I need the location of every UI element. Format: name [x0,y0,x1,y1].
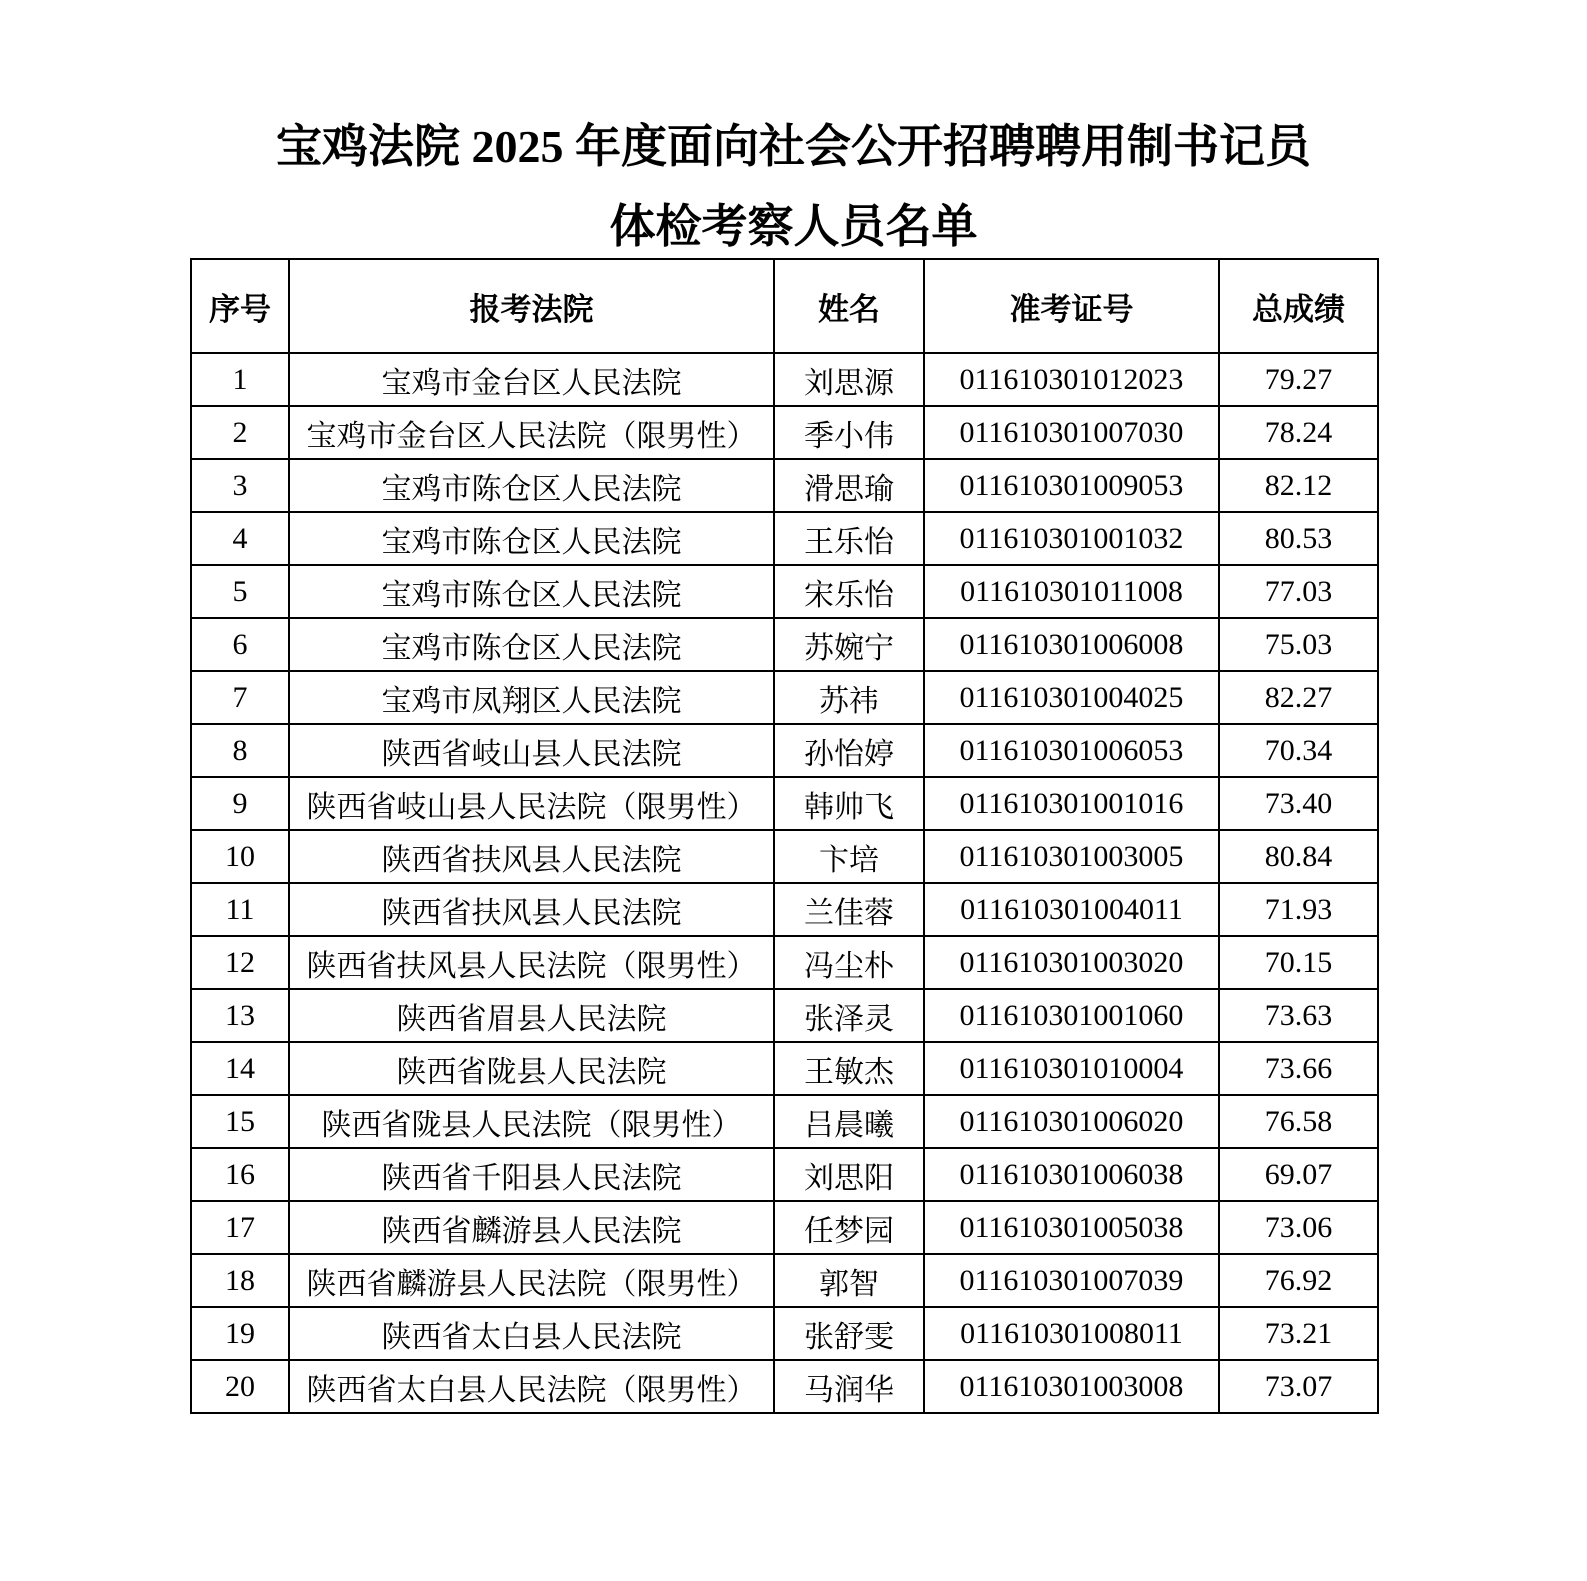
table-row [191,883,1378,936]
cell-ticket: 011610301006020 [924,1095,1219,1148]
header-ticket: 准考证号 [924,259,1219,353]
table-row [191,618,1378,671]
cell-name: 兰佳蓉 [774,883,924,936]
cell-ticket: 011610301009053 [924,459,1219,512]
cell-no: 8 [191,724,289,777]
table-row [191,936,1378,989]
cell-court: 陕西省岐山县人民法院（限男性） [289,777,774,830]
cell-name: 刘思源 [774,353,924,406]
cell-ticket: 011610301006053 [924,724,1219,777]
table-row [191,565,1378,618]
cell-name: 季小伟 [774,406,924,459]
cell-name: 郭智 [774,1254,924,1307]
cell-no: 7 [191,671,289,724]
cell-ticket: 011610301004025 [924,671,1219,724]
cell-court: 陕西省眉县人民法院 [289,989,774,1042]
cell-ticket: 011610301001032 [924,512,1219,565]
cell-score: 82.12 [1219,459,1378,512]
cell-court: 宝鸡市陈仓区人民法院 [289,459,774,512]
cell-ticket: 011610301006038 [924,1148,1219,1201]
document-title-line2: 体检考察人员名单 [609,201,978,252]
cell-no: 17 [191,1201,289,1254]
cell-court: 陕西省千阳县人民法院 [289,1148,774,1201]
header-score: 总成绩 [1219,259,1378,353]
cell-court: 陕西省陇县人民法院 [289,1042,774,1095]
cell-ticket: 011610301005038 [924,1201,1219,1254]
cell-court: 陕西省麟游县人民法院 [289,1201,774,1254]
table-row [191,459,1378,512]
cell-score: 73.40 [1219,777,1378,830]
cell-no: 1 [191,353,289,406]
table-row [191,1307,1378,1360]
cell-no: 2 [191,406,289,459]
cell-ticket: 011610301003005 [924,830,1219,883]
cell-no: 11 [191,883,289,936]
cell-score: 70.34 [1219,724,1378,777]
cell-no: 3 [191,459,289,512]
cell-no: 16 [191,1148,289,1201]
cell-score: 70.15 [1219,936,1378,989]
cell-court: 陕西省陇县人民法院（限男性） [289,1095,774,1148]
table-row [191,671,1378,724]
cell-score: 77.03 [1219,565,1378,618]
cell-ticket: 011610301001060 [924,989,1219,1042]
cell-score: 73.63 [1219,989,1378,1042]
cell-score: 71.93 [1219,883,1378,936]
cell-court: 宝鸡市金台区人民法院（限男性） [289,406,774,459]
cell-name: 王乐怡 [774,512,924,565]
cell-name: 王敏杰 [774,1042,924,1095]
cell-ticket: 011610301003008 [924,1360,1219,1413]
cell-score: 75.03 [1219,618,1378,671]
cell-court: 宝鸡市金台区人民法院 [289,353,774,406]
cell-court: 陕西省岐山县人民法院 [289,724,774,777]
cell-no: 18 [191,1254,289,1307]
cell-court: 宝鸡市陈仓区人民法院 [289,618,774,671]
cell-score: 73.07 [1219,1360,1378,1413]
cell-name: 滑思瑜 [774,459,924,512]
cell-ticket: 011610301008011 [924,1307,1219,1360]
cell-name: 张泽灵 [774,989,924,1042]
cell-no: 14 [191,1042,289,1095]
cell-no: 5 [191,565,289,618]
table-header-row [191,259,1378,353]
cell-ticket: 011610301001016 [924,777,1219,830]
table-row [191,724,1378,777]
table-row [191,1042,1378,1095]
cell-name: 马润华 [774,1360,924,1413]
cell-no: 13 [191,989,289,1042]
table-row [191,989,1378,1042]
table-row [191,830,1378,883]
cell-score: 73.66 [1219,1042,1378,1095]
cell-no: 12 [191,936,289,989]
cell-no: 4 [191,512,289,565]
cell-no: 19 [191,1307,289,1360]
cell-court: 陕西省扶风县人民法院 [289,830,774,883]
cell-name: 宋乐怡 [774,565,924,618]
cell-no: 6 [191,618,289,671]
cell-ticket: 011610301006008 [924,618,1219,671]
document-title-line1: 宝鸡法院 2025 年度面向社会公开招聘聘用制书记员 [276,121,1311,172]
cell-score: 80.53 [1219,512,1378,565]
table-row [191,353,1378,406]
cell-name: 苏婉宁 [774,618,924,671]
table-row [191,1254,1378,1307]
cell-score: 69.07 [1219,1148,1378,1201]
table-row [191,1148,1378,1201]
candidates-table [190,258,1379,1414]
cell-no: 9 [191,777,289,830]
table-row [191,1360,1378,1413]
cell-court: 宝鸡市凤翔区人民法院 [289,671,774,724]
cell-name: 苏祎 [774,671,924,724]
cell-no: 10 [191,830,289,883]
cell-score: 76.92 [1219,1254,1378,1307]
cell-ticket: 011610301010004 [924,1042,1219,1095]
cell-ticket: 011610301012023 [924,353,1219,406]
cell-name: 冯尘朴 [774,936,924,989]
cell-score: 82.27 [1219,671,1378,724]
cell-ticket: 011610301003020 [924,936,1219,989]
cell-name: 任梦园 [774,1201,924,1254]
cell-court: 陕西省太白县人民法院（限男性） [289,1360,774,1413]
table-row [191,777,1378,830]
cell-name: 韩帅飞 [774,777,924,830]
cell-no: 20 [191,1360,289,1413]
header-court: 报考法院 [289,259,774,353]
cell-court: 宝鸡市陈仓区人民法院 [289,565,774,618]
cell-ticket: 011610301007039 [924,1254,1219,1307]
header-name: 姓名 [774,259,924,353]
cell-no: 15 [191,1095,289,1148]
cell-court: 陕西省扶风县人民法院（限男性） [289,936,774,989]
cell-court: 陕西省麟游县人民法院（限男性） [289,1254,774,1307]
cell-score: 79.27 [1219,353,1378,406]
cell-score: 80.84 [1219,830,1378,883]
cell-court: 陕西省扶风县人民法院 [289,883,774,936]
cell-name: 张舒雯 [774,1307,924,1360]
cell-score: 73.06 [1219,1201,1378,1254]
table-row [191,406,1378,459]
cell-score: 76.58 [1219,1095,1378,1148]
table-row [191,1201,1378,1254]
cell-ticket: 011610301011008 [924,565,1219,618]
table-row [191,512,1378,565]
cell-score: 73.21 [1219,1307,1378,1360]
cell-name: 卞培 [774,830,924,883]
cell-name: 孙怡婷 [774,724,924,777]
cell-ticket: 011610301004011 [924,883,1219,936]
cell-name: 刘思阳 [774,1148,924,1201]
header-no: 序号 [191,259,289,353]
cell-name: 吕晨曦 [774,1095,924,1148]
cell-court: 宝鸡市陈仓区人民法院 [289,512,774,565]
table-row [191,1095,1378,1148]
cell-score: 78.24 [1219,406,1378,459]
cell-ticket: 011610301007030 [924,406,1219,459]
cell-court: 陕西省太白县人民法院 [289,1307,774,1360]
